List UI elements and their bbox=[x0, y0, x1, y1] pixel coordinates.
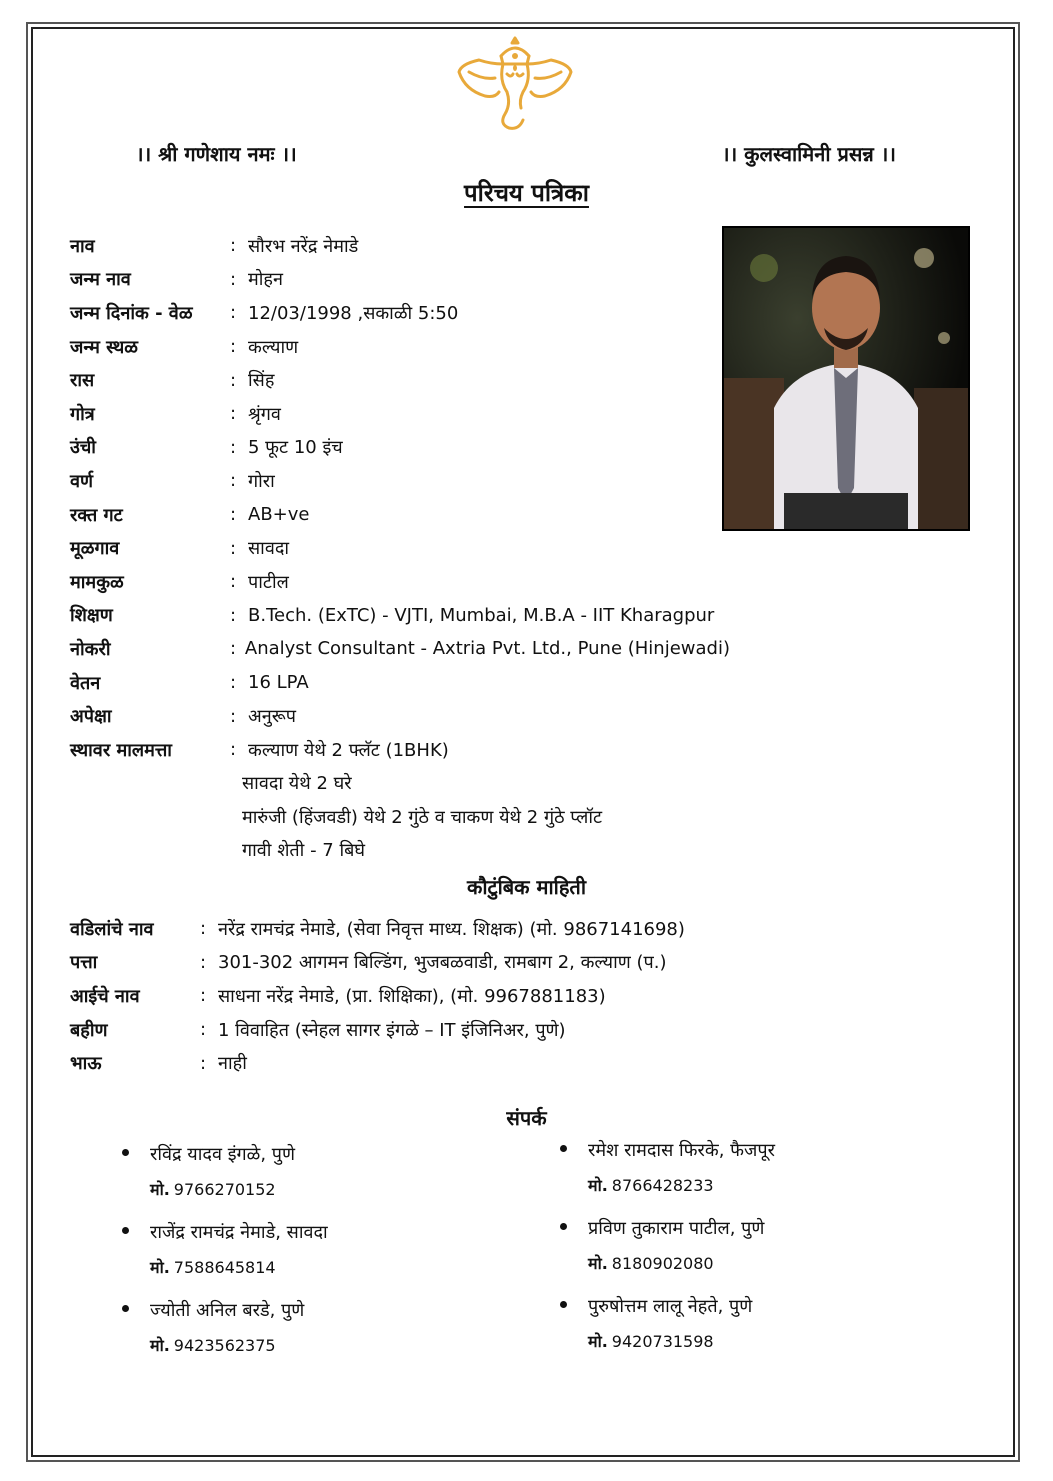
detail-value: मोहन bbox=[248, 269, 283, 291]
contact-name: रविंद्र यादव इंगळे, पुणे bbox=[150, 1144, 296, 1165]
phone-number: 9766270152 bbox=[173, 1179, 276, 1199]
detail-row-expectation: अपेक्षा : अनुरूप bbox=[70, 705, 296, 728]
profile-photo bbox=[722, 226, 970, 531]
bullet-icon bbox=[560, 1223, 567, 1230]
family-value: नरेंद्र रामचंद्र नेमाडे, (सेवा निवृत्त माध्य. शिक्षक) (मो. 9867141698) bbox=[218, 918, 685, 940]
family-row-brother: भाऊ : नाही bbox=[70, 1052, 247, 1075]
invocation-left: ।। श्री गणेशाय नमः ।। bbox=[136, 142, 297, 166]
detail-row-gotra: गोत्र : श्रृंगव bbox=[70, 403, 281, 425]
detail-row-complexion: वर्ण : गोरा bbox=[70, 470, 275, 492]
detail-value: पाटील bbox=[248, 571, 289, 593]
phone-number: 9420731598 bbox=[611, 1331, 714, 1351]
family-value: 1 विवाहित (स्नेहल सागर इंगळे – IT इंजिनिअर, पुणे) bbox=[218, 1019, 566, 1041]
detail-label: नोकरी bbox=[70, 638, 111, 660]
contact-name: रमेश रामदास फिरके, फैजपूर bbox=[588, 1140, 775, 1161]
contact-item bbox=[556, 1212, 916, 1282]
contact-name: पुरुषोत्तम लालू नेहते, पुणे bbox=[588, 1296, 753, 1317]
detail-value: 5 फूट 10 इंच bbox=[248, 437, 343, 459]
contact-item bbox=[556, 1134, 916, 1204]
property-line: मारुंजी (हिंजवडी) येथे 2 गुंठे व चाकण येथे 2 गुंठे प्लॉट bbox=[242, 806, 603, 828]
detail-label: अपेक्षा bbox=[70, 706, 112, 728]
page-title: परिचय पत्रिका bbox=[464, 179, 589, 207]
phone-prefix: मो. bbox=[150, 1258, 170, 1277]
bullet-icon bbox=[122, 1227, 129, 1234]
contact-phone bbox=[588, 1322, 916, 1360]
contact-item bbox=[118, 1294, 478, 1364]
phone-number: 8180902080 bbox=[611, 1253, 714, 1273]
detail-row-native-place: मूळगाव : सावदा bbox=[70, 537, 290, 560]
detail-row-rashi: रास : सिंह bbox=[70, 369, 275, 392]
contact-item bbox=[118, 1216, 478, 1286]
contact-phone bbox=[150, 1326, 478, 1364]
detail-row-maternal-family: मामकुळ : पाटील bbox=[70, 571, 289, 593]
contact-item bbox=[118, 1138, 478, 1208]
detail-label: शिक्षण bbox=[70, 605, 113, 627]
detail-row-birth-name: जन्म नाव : मोहन bbox=[70, 268, 283, 291]
contacts-right-column bbox=[556, 1134, 916, 1368]
detail-label: नाव bbox=[70, 235, 95, 257]
family-value: नाही bbox=[218, 1053, 247, 1075]
phone-prefix: मो. bbox=[588, 1176, 608, 1195]
detail-label: गोत्र bbox=[70, 403, 95, 425]
family-label: बहीण bbox=[70, 1019, 108, 1041]
detail-value: गोरा bbox=[248, 470, 275, 492]
family-label: आईचे नाव bbox=[70, 985, 140, 1007]
contacts-left-column bbox=[118, 1138, 478, 1372]
detail-value: B.Tech. (ExTC) - VJTI, Mumbai, M.B.A - IIT Kharagpur bbox=[248, 604, 715, 626]
family-row-address: पत्ता : 301-302 आगमन बिल्डिंग, भुजबळवाडी, रामबाग 2, कल्याण (प.) bbox=[70, 951, 667, 974]
family-label: वडिलांचे नाव bbox=[70, 918, 154, 940]
contact-phone bbox=[588, 1166, 916, 1204]
invocation-right: ।। कुलस्वामिनी प्रसन्न ।। bbox=[722, 142, 896, 166]
family-value: 301-302 आगमन बिल्डिंग, भुजबळवाडी, रामबाग 2, कल्याण (प.) bbox=[218, 952, 667, 974]
family-value: साधना नरेंद्र नेमाडे, (प्रा. शिक्षिका), (मो. 9967881183) bbox=[218, 985, 606, 1007]
ganesha-logo-icon bbox=[455, 34, 575, 132]
family-row-sister: बहीण : 1 विवाहित (स्नेहल सागर इंगळे – IT इंजिनिअर, पुणे) bbox=[70, 1019, 566, 1041]
detail-value: AB+ve bbox=[248, 504, 310, 526]
bullet-icon bbox=[122, 1305, 129, 1312]
detail-value: श्रृंगव bbox=[248, 403, 281, 425]
detail-label: उंची bbox=[70, 437, 96, 459]
phone-prefix: मो. bbox=[150, 1180, 170, 1199]
family-details bbox=[70, 912, 970, 1080]
detail-row-education: शिक्षण : B.Tech. (ExTC) - VJTI, Mumbai, M.B.A - IIT Kharagpur bbox=[70, 604, 715, 627]
detail-row-birth-date: जन्म दिनांक - वेळ : 12/03/1998 ,सकाळी 5:50 bbox=[70, 302, 459, 324]
detail-row-birth-place: जन्म स्थळ : कल्याण bbox=[70, 336, 299, 358]
personal-details bbox=[70, 229, 730, 867]
property-line: सावदा येथे 2 घरे bbox=[242, 773, 352, 795]
detail-label: जन्म दिनांक - वेळ bbox=[70, 302, 193, 324]
detail-row-height: उंची : 5 फूट 10 इंच bbox=[70, 436, 343, 459]
detail-value: 16 LPA bbox=[248, 672, 309, 694]
detail-value: 12/03/1998 ,सकाळी 5:50 bbox=[248, 302, 459, 324]
detail-label: वर्ण bbox=[70, 470, 94, 492]
detail-row-blood-group: रक्त गट : AB+ve bbox=[70, 504, 310, 526]
contact-name: प्रविण तुकाराम पाटील, पुणे bbox=[588, 1218, 765, 1239]
phone-prefix: मो. bbox=[150, 1336, 170, 1355]
bullet-icon bbox=[122, 1149, 129, 1156]
phone-prefix: मो. bbox=[588, 1254, 608, 1273]
family-label: पत्ता bbox=[70, 952, 98, 974]
phone-number: 7588645814 bbox=[173, 1257, 276, 1277]
family-heading: कौटुंबिक माहिती bbox=[466, 875, 587, 899]
contact-name: राजेंद्र रामचंद्र नेमाडे, सावदा bbox=[150, 1222, 328, 1243]
contacts-heading: संपर्क bbox=[506, 1106, 547, 1130]
detail-label: वेतन bbox=[70, 672, 101, 694]
detail-row-property: स्थावर मालमत्ता : कल्याण येथे 2 फ्लॅट (1BHK) bbox=[70, 739, 449, 761]
detail-value: सिंह bbox=[248, 370, 275, 392]
detail-value: Analyst Consultant - Axtria Pvt. Ltd., Pune (Hinjewadi) bbox=[244, 638, 730, 660]
detail-label: जन्म स्थळ bbox=[70, 336, 138, 358]
bullet-icon bbox=[560, 1145, 567, 1152]
detail-label: मूळगाव bbox=[70, 538, 120, 560]
detail-label: स्थावर मालमत्ता bbox=[70, 739, 172, 761]
detail-value: कल्याण bbox=[248, 336, 299, 358]
contact-item bbox=[556, 1290, 916, 1360]
detail-label: रास bbox=[70, 370, 95, 392]
contact-phone bbox=[150, 1248, 478, 1286]
contact-phone bbox=[150, 1170, 478, 1208]
phone-prefix: मो. bbox=[588, 1332, 608, 1351]
phone-number: 9423562375 bbox=[173, 1335, 276, 1355]
detail-row-job: नोकरी : Analyst Consultant - Axtria Pvt. Ltd., Pune (Hinjewadi) bbox=[70, 638, 730, 660]
detail-label: जन्म नाव bbox=[70, 269, 131, 291]
detail-value: अनुरूप bbox=[248, 706, 296, 728]
family-row-mother: आईचे नाव : साधना नरेंद्र नेमाडे, (प्रा. शिक्षिका), (मो. 9967881183) bbox=[70, 985, 606, 1007]
contact-name: ज्योती अनिल बरडे, पुणे bbox=[150, 1300, 305, 1321]
contact-phone bbox=[588, 1244, 916, 1282]
bullet-icon bbox=[560, 1301, 567, 1308]
property-line: गावी शेती - 7 बिघे bbox=[242, 840, 366, 862]
phone-number: 8766428233 bbox=[611, 1175, 714, 1195]
detail-value: सौरभ नरेंद्र नेमाडे bbox=[248, 235, 359, 257]
detail-row-salary: वेतन : 16 LPA bbox=[70, 672, 309, 694]
detail-value: सावदा bbox=[248, 538, 290, 560]
detail-row-name: नाव : सौरभ नरेंद्र नेमाडे bbox=[70, 235, 359, 257]
detail-label: मामकुळ bbox=[70, 571, 124, 593]
detail-label: रक्त गट bbox=[70, 504, 123, 526]
family-label: भाऊ bbox=[70, 1053, 102, 1075]
family-row-father: वडिलांचे नाव : नरेंद्र रामचंद्र नेमाडे, (सेवा निवृत्त माध्य. शिक्षक) (मो. 9867141698) bbox=[70, 918, 685, 940]
detail-value: कल्याण येथे 2 फ्लॅट (1BHK) bbox=[248, 739, 449, 761]
